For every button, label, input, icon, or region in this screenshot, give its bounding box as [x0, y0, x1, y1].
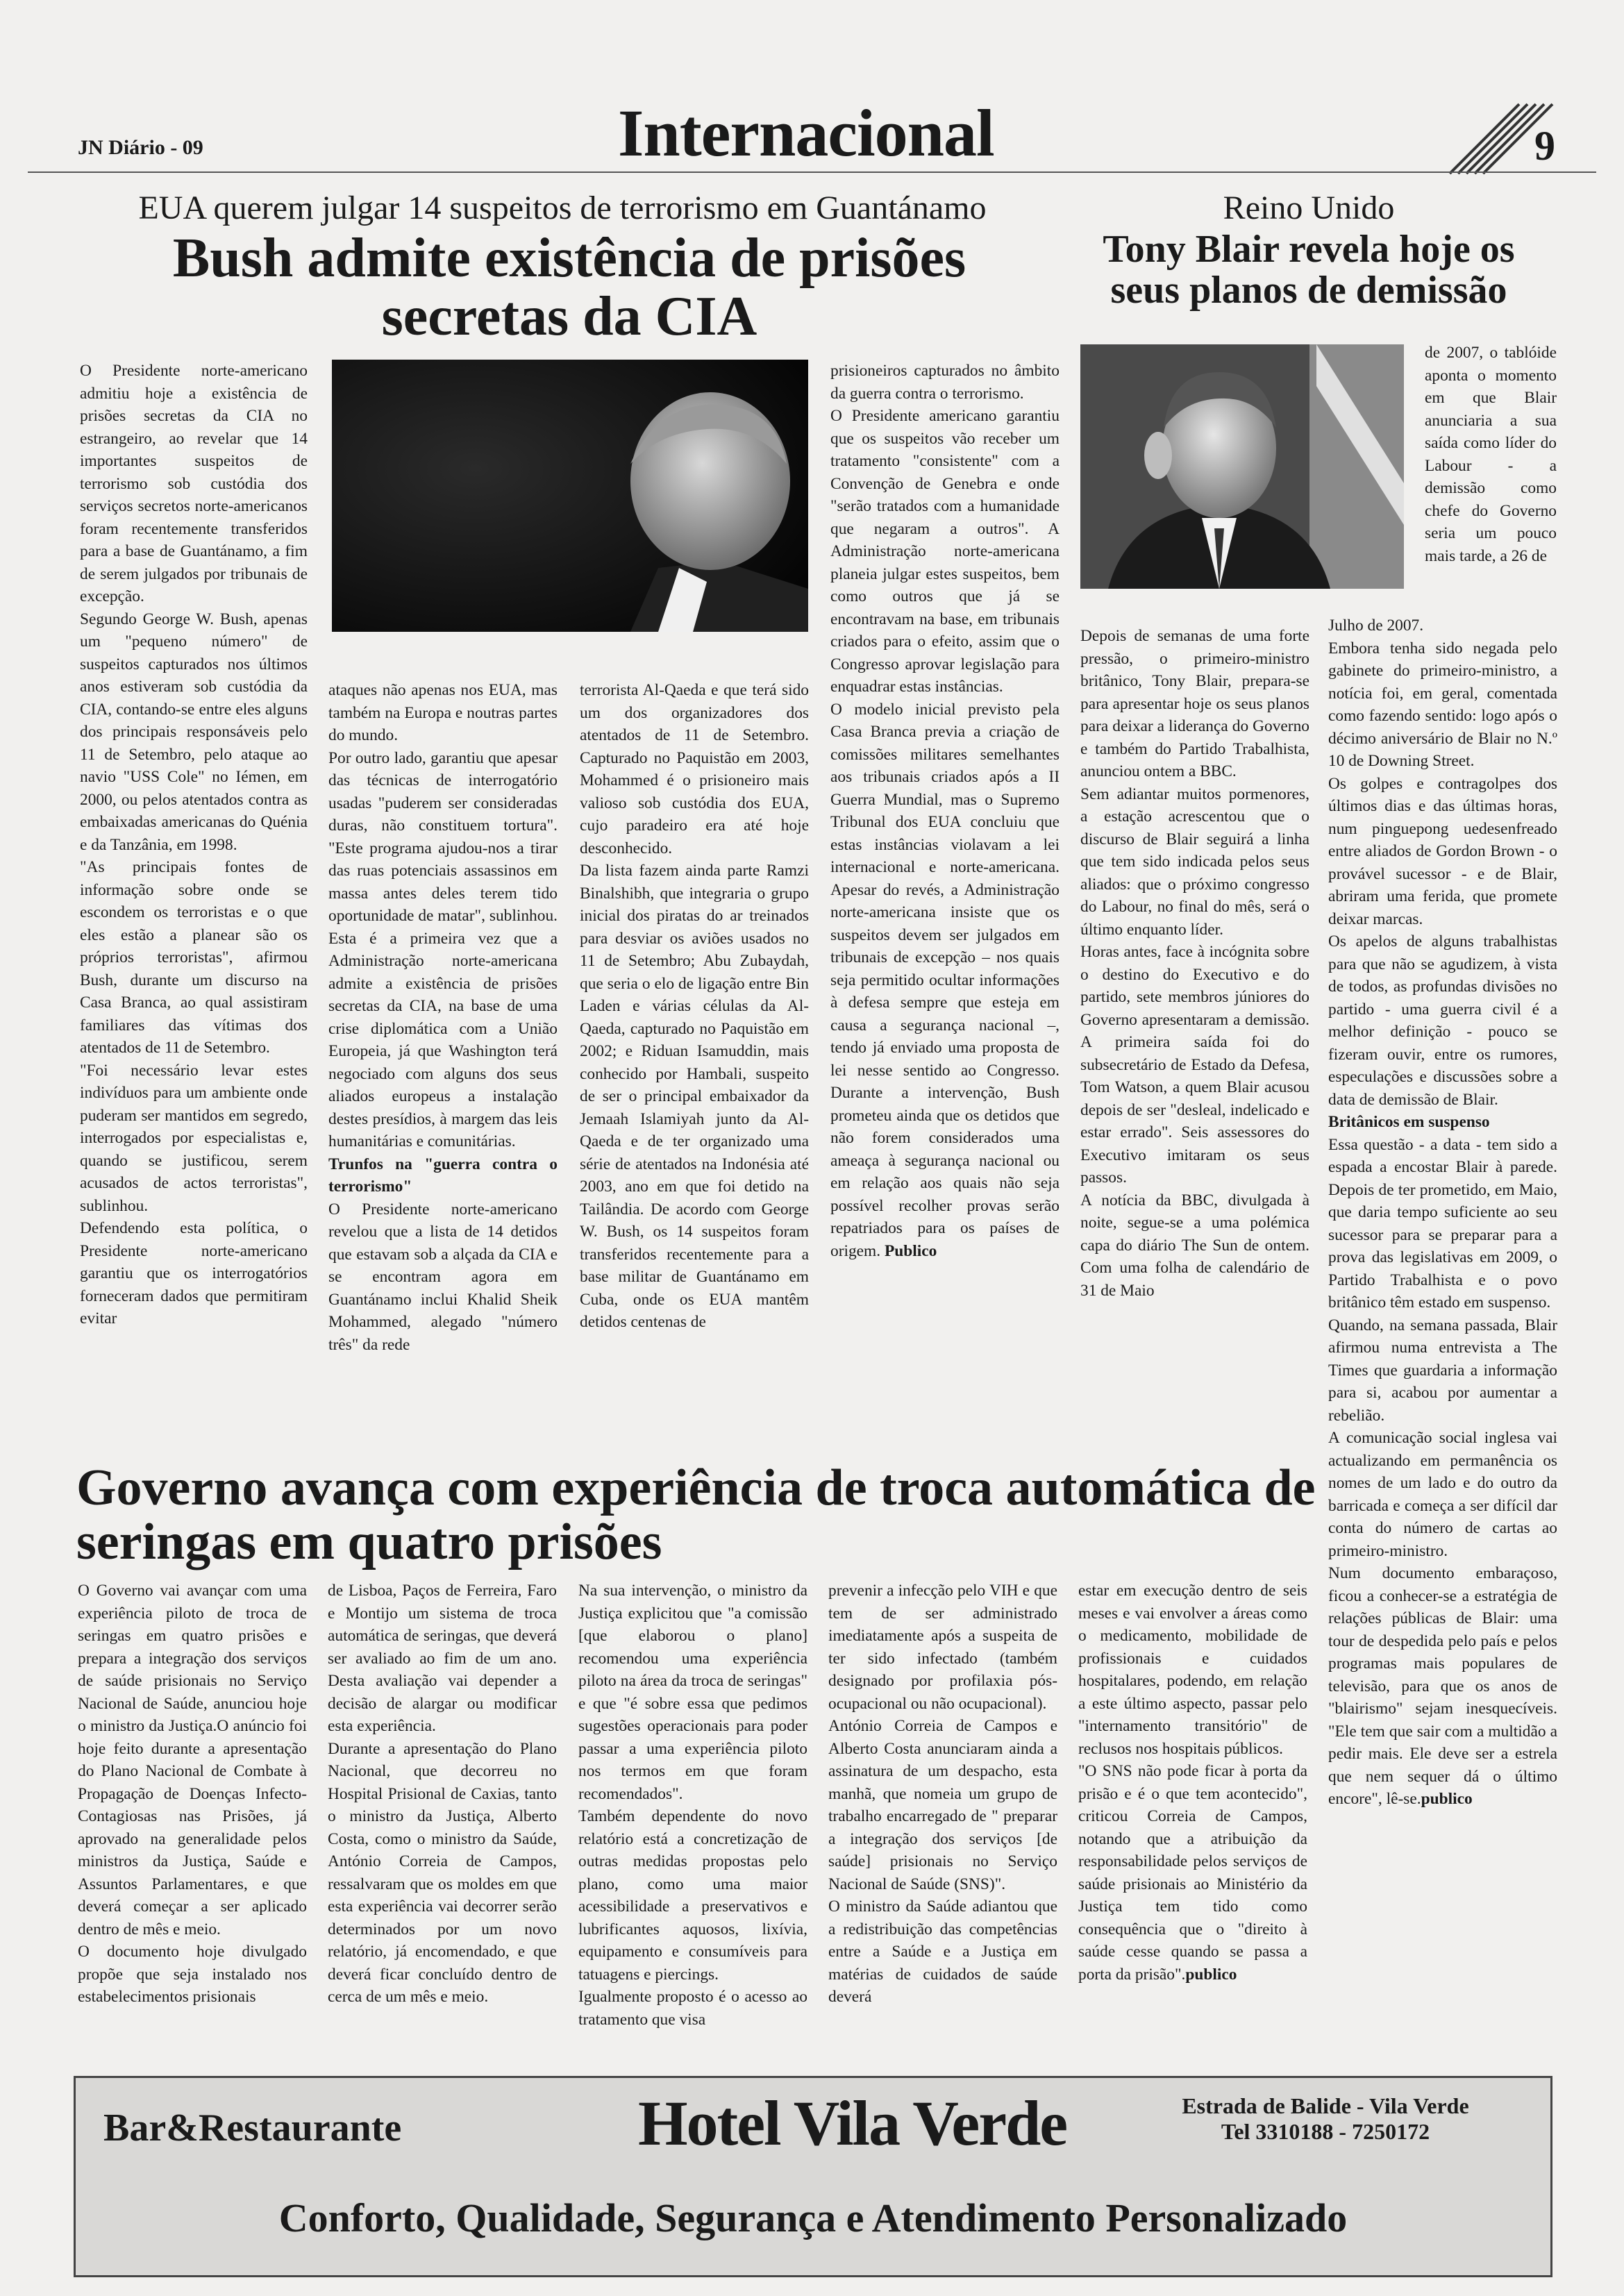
paragraph-text: O modelo inicial previsto pela Casa Branca previa a criação de comissões militares semelhantes aos tribunais criados após a II Guerra Mundial, mas o Supremo Tribunal dos EUA concluiu que estas instâncias violavam a lei internacional e norte-americana. Apesar do revés, a Administração norte-americana insiste que os suspeitos devem ser julgados em tribunais de excepção – nos quais seja permitido ocultar informações à defesa sempre que esteja em causa a segurança nacional –, tendo já enviado uma proposta de lei nesse sentido ao Congresso. Durante a intervenção, Bush prometeu ainda que os detidos que não forem considerados uma ameaça à segurança nacional ou em relação aos quais não seja possível recolher provas serão repatriados para os países de origem. — [830, 700, 1060, 1260]
paragraph: O documento hoje divulgado propõe que seja instalado nos estabelecimentos prisionais — [78, 1943, 307, 2006]
seringas-column-1 — [78, 1579, 307, 2065]
paragraph: Defendendo esta política, o Presidente norte-americano garantiu que os interrogatórios forneceram dados que permitiram evitar — [80, 1219, 308, 1327]
paragraph: Igualmente proposto é o acesso ao tratamento que visa — [578, 1988, 807, 2029]
signature: publico — [1185, 1965, 1237, 1984]
paragraph: Também dependente do novo relatório está a concretização de outras medidas propostas pelo plano, como uma maior acessibilidade a preservativos e lubrificantes aquosos, lixívia, equipamento e consumíveis para tatuagens e piercings. — [578, 1807, 807, 1984]
blair-column-b — [1328, 614, 1557, 2072]
seringas-column-2 — [328, 1579, 557, 2065]
bush-photo — [332, 360, 808, 632]
paragraph: "As principais fontes de informação sobre onde se escondem os terroristas e o que eles estão a planear são os próprios terroristas", afirmou Bush, durante um discurso na Casa Branca, ao qual assistiram familiares das vítimas dos atentados de 11 de Setembro. — [80, 858, 308, 1057]
ad-bar-restaurant: Bar&Restaurante — [103, 2106, 402, 2150]
blair-kicker: Reino Unido — [1223, 190, 1395, 226]
cia-headline: Bush admite existência de prisões secretas da CIA — [172, 228, 966, 347]
paragraph: Os golpes e contragolpes dos últimos dias e das últimas horas, num pinguepong uedesenfreado entre aliados de Gordon Brown - o provável sucessor - e de Blair, abriram uma ferida, que promete deixar marcas. — [1328, 774, 1557, 928]
paragraph: O ministro da Saúde adiantou que a redistribuição das competências entre a Saúde e a Justiça em matérias de cuidados de saúde deverá — [828, 1897, 1057, 2006]
seringas-column-4 — [828, 1579, 1057, 2065]
page-number: 9 — [1534, 123, 1555, 169]
paragraph: O Presidente norte-americano revelou que a lista de 14 detidos que estavam sob a alçada da CIA e se encontram agora em Guantánamo inclui Khalid Sheik Mohammed, alegado "número três" da rede — [328, 1200, 558, 1354]
subheading: Britânicos em suspenso — [1328, 1113, 1490, 1131]
paragraph: Essa questão - a data - tem sido a espada a encostar Blair à parede. Depois de ter prometido, em Maio, que daria tempo suficiente ao seu sucessor para se preparar para a prova das legislativas em 2009, o Partido Trabalhista e o povo britânico têm estado em suspenso. — [1328, 1135, 1557, 1312]
paragraph: ataques não apenas nos EUA, mas também na Europa e noutras partes do mundo. — [328, 681, 558, 744]
paragraph: O Presidente americano garantiu que os suspeitos vão receber um tratamento "consistente" com a Convenção de Genebra e onde "serão tratados com a humanidade que negaram a outros". A Administração norte-americana planeia julgar estes suspeitos, bem como outros que já se encontravam na base, em tribunais criados para o efeito, assim que o Congresso aprovar legislação para enquadrar estas instâncias. — [830, 407, 1060, 696]
paragraph: de 2007, o tablóide aponta o momento em que Blair anunciaria a sua saída como líder do Labour - a demissão como chefe do Governo seria um pouco mais tarde, a 26 de — [1425, 344, 1557, 565]
cia-column-4 — [830, 360, 1060, 1470]
paragraph: "Foi necessário levar estes indivíduos para um ambiente onde puderam ser mantidos em segredo, interrogados por especialistas e, quando se justificou, serem acusados de actos terroristas", sublinhou. — [80, 1061, 308, 1215]
ad-address — [1166, 2093, 1485, 2145]
signature: publico — [1421, 1790, 1473, 1808]
ad-hotel-name: Hotel Vila Verde — [638, 2088, 1067, 2159]
ad-slogan: Conforto, Qualidade, Segurança e Atendimento Personalizado — [278, 2195, 1348, 2240]
blair-beside-photo — [1425, 342, 1557, 626]
paragraph: Durante a apresentação do Plano Nacional, que decorreu no Hospital Prisional de Caxias, tanto o ministro da Justiça, Alberto Costa, como o ministro da Saúde, António Correia de Campos, ressalvaram que os moldes em que esta experiência vai decorrer serão determinados por um novo relatório, já encomendado, e que deverá ficar concluído dentro de cerca de um mês e meio. — [328, 1739, 557, 2006]
paragraph: Sem adiantar muitos pormenores, a estação acrescentou que o discurso de Blair seguirá a linha que tem sido indicada pelos seus aliados: que o próximo congresso do Labour, no final do mês, será o último enquanto líder. — [1080, 785, 1309, 939]
paragraph: O Governo vai avançar com uma experiência piloto de troca de seringas em quatro prisões e prepara a integração dos serviços de saúde prisionais no Serviço Nacional de Saúde, anunciou hoje o ministro da Justiça.O anúncio foi hoje feito durante a apresentação do Plano Nacional de Combate à Propagação de Doenças Infecto-Contagiosas nas Prisões, já aprovado na generalidade pelos ministros da Justiça, Saúde e Assuntos Parlamentares, e que deverá começar a ser aplicado dentro de mês e meio. — [78, 1582, 307, 1938]
paragraph: Por outro lado, garantiu que apesar das técnicas de interrogatório usadas "puderem ser consideradas duras, não constituem tortura". "Este programa ajudou-nos a tirar das ruas potenciais assassinos em massa antes deles terem tido oportunidade de matar", sublinhou. Esta é a primeira vez que a Administração norte-americana admite a existência de prisões secretas da CIA, na base de uma crise diplomática com a União Europeia, já que Washington terá negociado com alguns dos seus aliados europeus a instalação destes presídios, à margem das leis humanitárias e comunitárias. — [328, 748, 558, 1150]
paragraph — [1328, 1562, 1557, 1811]
paragraph-text: "O SNS não pode ficar à porta da prisão e é o que tem acontecido", criticou Correia de Campos, notando que a atribuição da responsabilidade pelos serviços de saúde prisionais ao Ministério da Justiça tem tido como consequência que o "direito à saúde cesse quando se passa a porta da prisão". — [1078, 1762, 1307, 1984]
cia-column-3 — [580, 679, 809, 1470]
seringas-column-5 — [1078, 1579, 1307, 2065]
hotel-advertisement — [74, 2076, 1552, 2277]
seringas-headline: Governo avança com experiência de troca automática de seringas em quatro prisões — [76, 1459, 1316, 1570]
blair-column-a — [1080, 625, 1309, 1461]
paragraph: Da lista fazem ainda parte Ramzi Binalshibh, que integraria o grupo inicial dos piratas do ar treinados para desviar os aviões usados no 11 de Setembro; Abu Zubaydah, que seria o elo de ligação entre Bin Laden e várias células da Al-Qaeda, capturado no Paquistão em 2002; e Riduan Isamuddin, mais conhecido por Hambali, suspeito de ser o principal embaixador da Jemaah Islamiyah junto da Al-Qaeda e de ter organizado uma série de atentados na Indonésia até 2003, ano em que foi detido na Tailândia. De acordo com George W. Bush, os 14 suspeitos foram transferidos recentemente para a base militar de Guantánamo em Cuba, onde os EUA mantêm detidos centenas de — [580, 862, 809, 1331]
subheading: Trunfos na "guerra contra o terrorismo" — [328, 1155, 558, 1196]
paragraph — [830, 698, 1060, 1263]
signature: Publico — [884, 1241, 937, 1260]
bush-portrait-image — [332, 360, 808, 632]
paragraph: Na sua intervenção, o ministro da Justiça explicitou que "a comissão [que elaborou o plano] recomendou uma experiência piloto na área da troca de seringas" e que "é sobre essa que pedimos sugestões operacionais para poder passar a uma experiência piloto nos termos em que foram recomendados". — [578, 1582, 807, 1803]
paragraph-text: Num documento embaraçoso, ficou a conhecer-se a estratégia de relações públicas de Blair: uma tour de despedida pelo país e pelos programas mais populares de televisão, para que os anos de "blairismo" sejam inesquecíveis. "Ele tem que sair com a multidão a pedir mais. Ele deve ser a estrela que nem sequer dá o último encore", lê-se. — [1328, 1564, 1557, 1808]
cia-column-1 — [80, 360, 308, 1470]
page-label: JN Diário - 09 — [78, 136, 203, 159]
paragraph: estar em execução dentro de seis meses e vai envolver a áreas como o medicamento, mobilidade de profissionais e cuidados hospitalares, podendo, em relação a este último aspecto, passar pelo "internamento transitório" de reclusos nos hospitais públicos. — [1078, 1582, 1307, 1758]
paragraph: A notícia da BBC, divulgada à noite, segue-se a uma polémica capa do diário The Sun de ontem. Com uma folha de calendário de 31 de Maio — [1080, 1191, 1309, 1300]
paragraph: terrorista Al-Qaeda e que terá sido um dos organizadores dos atentados de 11 de Setembro. Capturado no Paquistão em 2003, Mohammed é o prisioneiro mais valioso sob custódia dos EUA, cujo paradeiro era até hoje desconhecido. — [580, 681, 809, 857]
seringas-column-3 — [578, 1579, 807, 2065]
paragraph: Quando, na semana passada, Blair afirmou numa entrevista a The Times que guardaria a informação para si, acabou por aumentar a rebelião. — [1328, 1316, 1557, 1425]
paragraph: António Correia de Campos e Alberto Costa anunciaram ainda a assinatura de um despacho, esta manhã, que nomeia um grupo de trabalho encarregado de " preparar a integração dos serviços [de saúde] prisionais no Serviço Nacional de Saúde (SNS)". — [828, 1717, 1057, 1893]
paragraph: prevenir a infecção pelo VIH e que tem de ser administrado imediatamente após a suspeita de ter sido infectado (também designado por profilaxia pós-ocupacional ou não ocupacional). — [828, 1582, 1057, 1713]
paragraph: Embora tenha sido negada pelo gabinete do primeiro-ministro, a notícia foi, em geral, comentada como fazendo sentido: logo após o décimo aniversário de Blair no N.º 10 de Downing Street. — [1328, 639, 1557, 770]
cia-kicker: EUA querem julgar 14 suspeitos de terrorismo em Guantánamo — [138, 190, 987, 226]
blair-photo — [1080, 344, 1404, 589]
paragraph: O Presidente norte-americano admitiu hoje a existência de prisões secretas da CIA no estrangeiro, ao revelar que 14 importantes suspeitos de terrorismo sob custódia dos serviços secretos norte-americanos foram recentemente transferidos para a base de Guantánamo, a fim de serem julgados por tribunais de excepção. — [80, 362, 308, 605]
ad-address-line: Estrada de Balide - Vila Verde — [1182, 2093, 1469, 2118]
paragraph: Julho de 2007. — [1328, 617, 1424, 635]
paragraph: Segundo George W. Bush, apenas um "pequeno número" de suspeitos capturados nos últimos anos estiveram sob custódia da CIA, contando-se entre eles alguns dos principais responsáveis pelo 11 de Setembro, pelo ataque ao navio "USS Cole" no Iémen, em 2000, ou pelos atentados contra as embaixadas americanas do Quénia e da Tanzânia, em 1998. — [80, 610, 308, 854]
paragraph: Os apelos de alguns trabalhistas para que não se agudizem, à vista de todos, as profundas divisões no partido - uma guerra civil é a melhor definição - pouco se fizeram ouvir, entre os rumores, especulações e discussões sobre a data de demissão de Blair. — [1328, 932, 1557, 1109]
blair-portrait-image — [1080, 344, 1404, 589]
paragraph: Horas antes, face à incógnita sobre o destino do Executivo e do partido, sete membros júniores do Governo apresentaram a demissão. A primeira saída foi do subsecretário de Estado da Defesa, Tom Watson, a quem Blair acusou depois de ser "desleal, indelicado e estar errado". Seis assessores do Executivo imitaram os seus passos. — [1080, 943, 1309, 1187]
cia-column-2 — [328, 679, 558, 1470]
ad-phone: Tel 3310188 - 7250172 — [1221, 2119, 1430, 2144]
blair-headline: Tony Blair revela hoje os seus planos de demissão — [1103, 228, 1515, 312]
paragraph: prisioneiros capturados no âmbito da guerra contra o terrorismo. — [830, 362, 1060, 403]
paragraph: Depois de semanas de uma forte pressão, o primeiro-ministro britânico, Tony Blair, prepara-se para apresentar hoje os seus planos para deixar a liderança do Governo e também do Partido Trabalhista, anunciou ontem a BBC. — [1080, 627, 1309, 780]
header-rule — [28, 171, 1596, 173]
paragraph: de Lisboa, Paços de Ferreira, Faro e Montijo um sistema de troca automática de seringas, que deverá ser avaliado ao fim de um ano. Desta avaliação vai depender a decisão de alargar ou modificar esta experiência. — [328, 1582, 557, 1735]
paragraph: A comunicação social inglesa vai actualizando em permanência os nomes de um lado e do outro da barricada e começa a ser difícil dar conta do número de cartas ao primeiro-ministro. — [1328, 1429, 1557, 1560]
section-title: Internacional — [618, 96, 994, 170]
paragraph — [1078, 1760, 1307, 1986]
